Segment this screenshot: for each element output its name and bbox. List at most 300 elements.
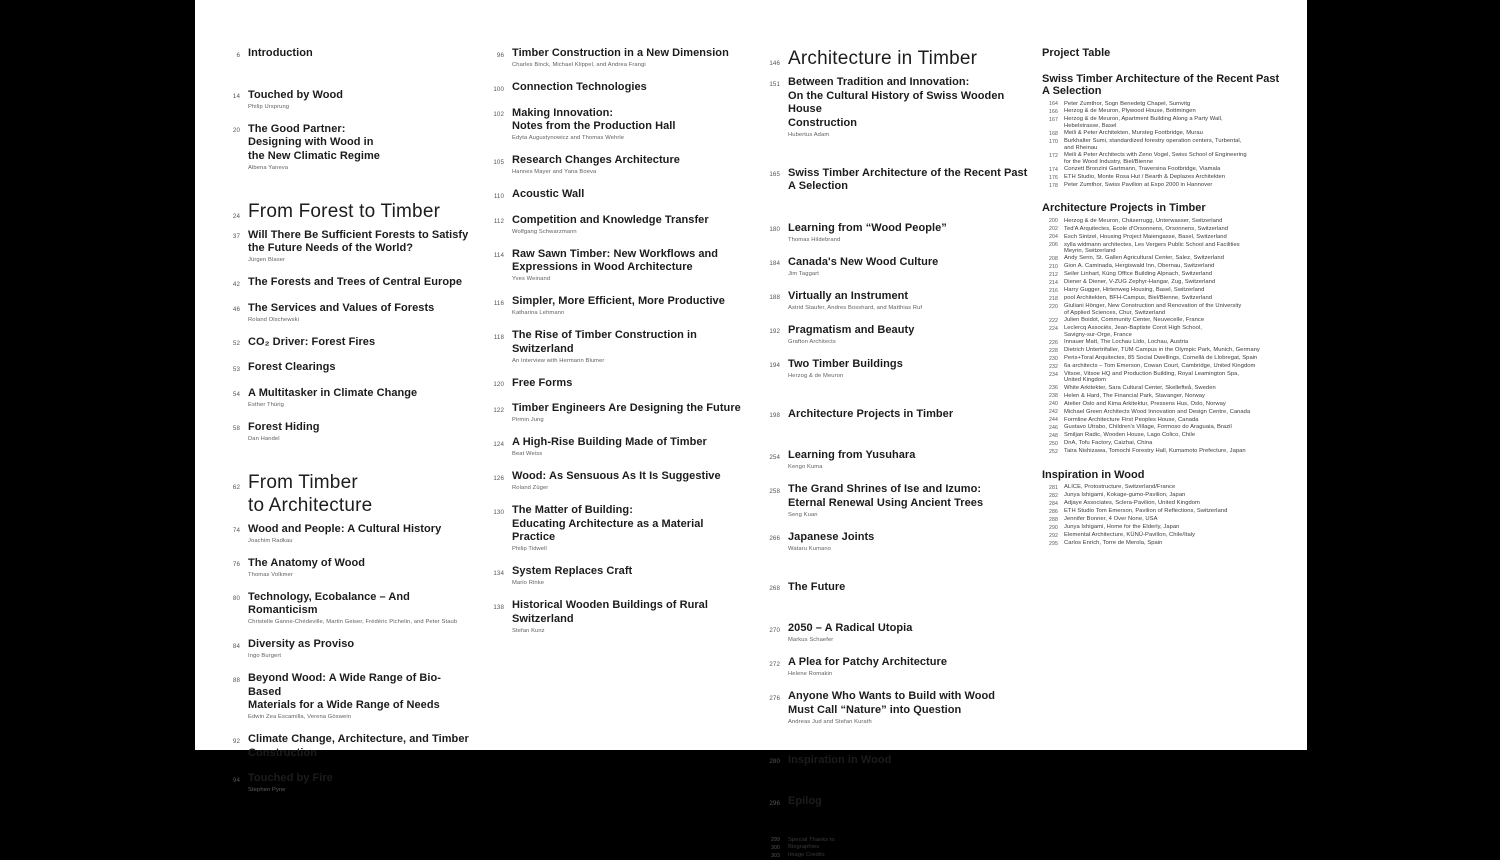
project-row-text xyxy=(1064,138,1241,151)
project-row-text xyxy=(1064,448,1246,455)
toc-entry xyxy=(218,638,470,660)
entry-title-line: CO₂ Driver: Forest Fires xyxy=(248,335,376,348)
entry-title-line: The Anatomy of Wood xyxy=(248,556,366,569)
page-number: 280 xyxy=(769,758,780,765)
entry-title xyxy=(512,248,718,275)
project-row xyxy=(1042,166,1300,173)
toc-entry xyxy=(482,295,744,317)
toc-group xyxy=(482,47,744,635)
toc-group xyxy=(1042,73,1300,190)
page-number: 228 xyxy=(1049,347,1058,354)
page-number: 268 xyxy=(769,585,780,592)
toc-entry xyxy=(218,229,470,265)
project-row-text xyxy=(1064,182,1212,189)
toc-group xyxy=(218,47,470,61)
book-page xyxy=(195,0,1307,860)
project-row-line: Dietrich Untertrifaller, TUM Campus in the Olympic Park, Munich, Germany xyxy=(1064,346,1260,353)
project-row xyxy=(1042,226,1300,233)
entry-title xyxy=(512,436,707,450)
entry-title xyxy=(788,222,947,236)
entry-title-line: The Forests and Trees of Central Europe xyxy=(248,276,463,288)
project-row xyxy=(1042,448,1300,455)
page-number: 188 xyxy=(769,294,780,301)
page-number: 266 xyxy=(769,535,780,542)
page-number: 210 xyxy=(1049,264,1058,271)
page-number: 272 xyxy=(769,660,780,668)
entry-author: Albena Yaneva xyxy=(248,164,289,171)
toc-entry xyxy=(482,436,744,458)
page-number: 166 xyxy=(1049,109,1058,116)
page-number: 286 xyxy=(1049,509,1058,516)
page-number: 138 xyxy=(493,603,504,611)
entry-title-line: The Future xyxy=(788,580,846,593)
project-row-line: Giuliani Hönger, New Construction and Renovation of the University xyxy=(1064,303,1242,310)
entry-title xyxy=(248,591,470,618)
project-row-line: Biographies xyxy=(788,844,820,851)
heading-line: A Selection xyxy=(1042,85,1102,97)
entry-title xyxy=(248,336,375,350)
project-row xyxy=(1042,303,1300,316)
column-heading xyxy=(1042,47,1300,60)
entry-title-line: Swiss Timber Architecture of the Recent Past xyxy=(788,166,1028,179)
entry-author: Kengo Kuma xyxy=(788,464,823,470)
project-row-line: Junya Ishigami, Kokage-gumo-Pavilion, Japan xyxy=(1064,492,1186,499)
page-number: 37 xyxy=(232,233,240,240)
column-subheading xyxy=(1042,202,1300,215)
project-row-line: Diener & Diener, V-ZUG Zephyr-Hangar, Zug, Switzerland xyxy=(1064,279,1216,286)
project-row-line: Innauer Matt, The Lochau Lido, Lochau, Austria xyxy=(1064,338,1189,345)
project-row-line: Peter Zumthor, Swiss Pavilion at Expo 2000 in Hannover xyxy=(1064,181,1213,188)
toc-entry xyxy=(758,581,1034,595)
project-row xyxy=(1042,417,1300,424)
page-number: 246 xyxy=(1049,425,1058,432)
project-row-text xyxy=(1064,371,1239,384)
page-number: 146 xyxy=(769,60,780,67)
entry-title xyxy=(512,329,744,356)
entry-title-line: Forest Clearings xyxy=(248,361,336,373)
page-number: 295 xyxy=(1049,541,1058,548)
project-row-text xyxy=(1064,508,1227,515)
entry-author: Edwin Zea Escamilla, Verena Göswein xyxy=(248,714,352,720)
project-row xyxy=(1042,279,1300,286)
toc-entry xyxy=(218,89,470,111)
page-number: 202 xyxy=(1049,226,1058,233)
page-number: 92 xyxy=(232,737,240,745)
page-number: 126 xyxy=(493,474,504,482)
project-row-line: Michael Green Architects Wood Innovation and Design Centre, Canada xyxy=(1064,408,1251,415)
project-row xyxy=(1042,218,1300,225)
project-row-line: Atelier Oslo and Kima Arkitektur, Pressens Hus, Oslo, Norway xyxy=(1064,400,1226,407)
entry-title-line: Construction xyxy=(788,116,858,129)
project-row-text xyxy=(1064,500,1200,507)
entry-title xyxy=(788,290,922,304)
entry-title xyxy=(788,795,822,809)
column-subheading xyxy=(1042,469,1300,482)
entry-title-line: Eternal Renewal Using Ancient Trees xyxy=(788,496,984,509)
page-number: 62 xyxy=(232,483,240,491)
project-row-line: Special Thanks to xyxy=(788,836,835,843)
project-row-line: Harry Gugger, Hirtenweg Housing, Basel, Switzerland xyxy=(1064,287,1205,294)
project-row xyxy=(1042,339,1300,346)
page-number: 292 xyxy=(1049,533,1058,540)
page-number: 252 xyxy=(1049,449,1058,456)
entry-author: Yves Weinand xyxy=(512,276,551,282)
project-row xyxy=(1042,363,1300,370)
entry-author: Ingo Burgert xyxy=(248,653,282,659)
toc-entry xyxy=(482,188,744,202)
toc-entry xyxy=(758,656,1034,678)
project-row-text xyxy=(1064,255,1224,262)
project-row-line: Leclercq Associés, Jean-Baptiste Corot High School, xyxy=(1064,325,1202,332)
project-row-line: Junya Ishigami, Home for the Elderly, Japan xyxy=(1064,524,1180,531)
entry-title xyxy=(788,656,947,670)
column-subheading xyxy=(1042,73,1300,98)
project-row xyxy=(1042,385,1300,392)
project-row-line: 6a architects – Tom Emerson, Cowan Court, Cambridge, United Kingdom xyxy=(1064,362,1256,369)
project-row-line: Carlos Enrich, Torre de Merola, Spain xyxy=(1064,540,1163,547)
toc-entry xyxy=(758,622,1034,644)
entry-author: Stefan Kunz xyxy=(512,627,545,634)
page-number: 244 xyxy=(1049,417,1058,424)
entry-title-line: Inspiration in Wood xyxy=(788,753,892,766)
entry-title-line: Touched by Fire xyxy=(248,772,333,784)
project-row xyxy=(1042,325,1300,338)
toc-entry xyxy=(758,256,1034,278)
toc-entry xyxy=(482,329,744,365)
page-number: 170 xyxy=(1049,139,1058,146)
project-row xyxy=(1042,152,1300,165)
entry-title-line: Learning from “Wood People” xyxy=(788,221,947,234)
entry-title-line: Forest Hiding xyxy=(248,420,320,433)
project-row-text xyxy=(1064,385,1216,392)
entry-title-line: The Services and Values of Forests xyxy=(248,301,435,314)
entry-title xyxy=(512,402,741,416)
project-row-line: Burkhalter Sumi, standardized forestry operation centers, Turbental, xyxy=(1064,138,1242,145)
toc-entry xyxy=(218,47,470,61)
toc-entry xyxy=(218,421,470,443)
entry-title xyxy=(512,295,725,309)
page-number: 254 xyxy=(769,453,780,461)
project-row-line: Meyrin, Switzerland xyxy=(1064,248,1116,255)
project-row xyxy=(1042,492,1300,499)
entry-title-line: Making Innovation: xyxy=(512,106,614,119)
project-row xyxy=(1042,317,1300,324)
page-number: 74 xyxy=(232,527,240,534)
project-row xyxy=(1042,263,1300,270)
project-row-text xyxy=(1064,409,1250,416)
project-row-line: ALICE, Protostructure, Switzerland/France xyxy=(1064,484,1176,491)
entry-title-line: Touched by Wood xyxy=(248,88,344,101)
entry-author: Hannes Mayer and Yana Boeva xyxy=(512,169,597,175)
page-number: 236 xyxy=(1049,385,1058,392)
project-row-text xyxy=(788,844,819,851)
entry-title-line: Must Call “Nature” into Question xyxy=(788,703,962,716)
page-number: 214 xyxy=(1049,280,1058,287)
project-row-line: Savigny-sur-Orge, France xyxy=(1064,331,1132,338)
toc-entry xyxy=(218,361,470,375)
entry-title-line: Educating Architecture as a Material Practice xyxy=(512,517,704,543)
toc-group xyxy=(758,408,1034,422)
project-row xyxy=(1042,524,1300,531)
entry-author: Dan Handel xyxy=(248,435,280,442)
entry-author: Pirmin Jung xyxy=(512,417,544,423)
project-row-line: Julien Boidot, Community Center, Neuvecelle, France xyxy=(1064,317,1205,324)
toc-group xyxy=(1042,202,1300,456)
toc-group xyxy=(218,89,470,172)
entry-title-line: Wood and People: A Cultural History xyxy=(248,522,442,535)
entry-author: Herzog & de Meuron xyxy=(788,372,844,379)
entry-title xyxy=(248,523,441,537)
entry-title-line: Wood: As Sensuous As It Is Suggestive xyxy=(512,470,721,482)
project-row-text xyxy=(1064,484,1175,491)
toc-entry xyxy=(758,324,1034,346)
toc-entry xyxy=(218,523,470,545)
toc-group xyxy=(758,754,1034,768)
project-row-text xyxy=(1064,152,1247,165)
toc-entry xyxy=(218,772,470,794)
project-row xyxy=(758,837,1034,844)
project-row xyxy=(1042,409,1300,416)
page-number: 54 xyxy=(232,391,240,398)
entry-author: Wolfgang Schwarzmann xyxy=(512,228,577,235)
project-row-text xyxy=(1064,295,1212,302)
project-row xyxy=(1042,234,1300,241)
entry-author: An Interview with Hermann Blumer xyxy=(512,357,605,364)
entry-title-line: Historical Wooden Buildings of Rural Switzerland xyxy=(512,599,708,625)
entry-title xyxy=(788,531,874,545)
project-row xyxy=(1042,255,1300,262)
page-number: 218 xyxy=(1049,296,1058,303)
entry-title xyxy=(248,89,343,103)
page-number: 234 xyxy=(1049,371,1058,378)
project-row-line: Conzett Bronzini Gartmann, Traversina Footbridge, Viamala xyxy=(1064,165,1221,172)
toc-column xyxy=(758,47,1034,860)
toc-entry xyxy=(218,733,470,760)
page-number: 105 xyxy=(493,158,504,166)
heading-line: Inspiration in Wood xyxy=(1042,468,1145,481)
entry-title xyxy=(512,81,647,95)
project-row-text xyxy=(1064,347,1260,354)
toc-group xyxy=(758,837,1034,860)
page-number: 299 xyxy=(771,837,780,844)
project-row xyxy=(1042,532,1300,539)
page-number: 174 xyxy=(1049,166,1058,173)
entry-title xyxy=(788,256,938,270)
entry-title xyxy=(788,358,903,372)
entry-author: Astrid Staufer, Andres Bosshard, and Matthias Ruf xyxy=(788,304,923,311)
project-row-line: Hebelstrasse, Basel xyxy=(1064,123,1117,130)
page-number: 6 xyxy=(236,51,240,59)
project-row-text xyxy=(1064,226,1228,233)
toc-group xyxy=(1042,47,1300,60)
page-number: 116 xyxy=(493,299,504,307)
entry-author: Thomas Hildebrand xyxy=(788,236,841,243)
entry-title-line: Designing with Wood in xyxy=(248,136,374,148)
project-row-line: Formline Architecture First Peoples House, Canada xyxy=(1064,416,1199,423)
entry-author: Charles Binck, Michael Klippel, and Andrea Frangi xyxy=(512,62,646,68)
entry-title xyxy=(512,470,721,484)
entry-title xyxy=(248,672,470,713)
entry-title-line: Raw Sawn Timber: New Workflows and xyxy=(512,247,719,260)
entry-title xyxy=(248,276,462,290)
project-row xyxy=(1042,116,1300,129)
project-row-text xyxy=(1064,101,1190,108)
project-row-line: Gustavo Utrabo, Children's Village, Formoso do Araguaia, Brazil xyxy=(1064,424,1232,431)
entry-title xyxy=(788,167,1027,194)
page-number: 100 xyxy=(493,85,504,93)
page-number: 204 xyxy=(1049,234,1058,241)
entry-author: Roland Olschewski xyxy=(248,316,299,323)
toc-entry xyxy=(482,248,744,284)
entry-title xyxy=(512,504,744,545)
project-row xyxy=(758,852,1034,859)
entry-title-line: Technology, Ecobalance – And Romanticism xyxy=(248,590,410,616)
toc-entry xyxy=(482,470,744,492)
page-number: 282 xyxy=(1049,493,1058,500)
entry-author: Helene Romakin xyxy=(788,671,833,677)
project-row xyxy=(1042,401,1300,408)
project-row xyxy=(1042,516,1300,523)
entry-title-line: Timber Construction in a New Dimension xyxy=(512,47,729,59)
entry-title-line: A Plea for Patchy Architecture xyxy=(788,656,948,668)
toc-entry xyxy=(482,81,744,95)
project-row-text xyxy=(1064,363,1255,370)
project-row-line: Seiler Linhart, Küng Office Building Alpnach, Switzerland xyxy=(1064,271,1213,278)
project-row-text xyxy=(1064,524,1179,531)
page-number: 96 xyxy=(496,51,504,59)
project-row xyxy=(1042,295,1300,302)
project-row-text xyxy=(1064,325,1202,338)
page-number: 230 xyxy=(1049,355,1058,362)
project-row-text xyxy=(1064,540,1162,547)
toc-entry xyxy=(758,449,1034,471)
page-number: 194 xyxy=(769,362,780,369)
toc-entry xyxy=(482,107,744,143)
heading-line: Architecture Projects in Timber xyxy=(1042,202,1206,215)
page-number: 94 xyxy=(232,776,240,784)
project-row-line: ETH Studio, Monte Rosa Hut / Bearth & Deplazes Architekten xyxy=(1064,173,1226,180)
project-row-text xyxy=(1064,271,1212,278)
entry-author: Mario Rinke xyxy=(512,580,545,586)
project-row-line: Meili & Peter Architects with Zeno Vogel, Swiss School of Engineering xyxy=(1064,152,1247,159)
entry-author: Philip Tidwell xyxy=(512,546,547,552)
toc-entry xyxy=(482,565,744,587)
toc-column xyxy=(1042,47,1300,548)
section-heading xyxy=(218,471,470,517)
entry-title xyxy=(248,200,440,223)
entry-title xyxy=(788,622,912,636)
page-number: 284 xyxy=(1049,501,1058,508)
entry-title-line: Research Changes Architecture xyxy=(512,154,680,166)
page-number: 250 xyxy=(1049,441,1058,448)
entry-title-line: Anyone Who Wants to Build with Wood xyxy=(788,690,996,702)
heading-line: Swiss Timber Architecture of the Recent Past xyxy=(1042,72,1280,85)
toc-group xyxy=(758,581,1034,595)
toc-group xyxy=(758,795,1034,809)
entry-title xyxy=(788,754,891,768)
entry-author: Hubertus Adam xyxy=(788,131,830,138)
entry-title xyxy=(788,408,953,422)
page-number: 290 xyxy=(1049,525,1058,532)
entry-title-line: The Good Partner: xyxy=(248,122,346,135)
page-number: 130 xyxy=(493,508,504,516)
project-row-text xyxy=(1064,287,1204,294)
toc-group xyxy=(758,622,1034,726)
toc-group xyxy=(758,167,1034,194)
project-row-text xyxy=(1064,355,1257,362)
entry-author: Christelle Ganne-Chédeville, Martin Geiser, Frédéric Pichelin, and Peter Staub xyxy=(248,619,458,625)
page-number: 238 xyxy=(1049,393,1058,400)
entry-title xyxy=(512,599,744,626)
entry-author: Philip Ursprung xyxy=(248,103,290,110)
entry-title-line: The Matter of Building: xyxy=(512,504,633,516)
entry-title-line: Climate Change, Architecture, and Timber xyxy=(248,733,469,745)
page-number: 258 xyxy=(769,487,780,495)
page-number: 114 xyxy=(493,252,504,259)
project-row-text xyxy=(1064,424,1232,431)
toc-entry xyxy=(218,557,470,579)
project-row-line: DnA, Tofu Factory, Caizhai, China xyxy=(1064,440,1153,447)
project-row-line: Andy Senn, St. Gallen Agricultural Center, Salez, Switzerland xyxy=(1064,255,1224,262)
entry-title xyxy=(512,214,709,228)
entry-title-line: the New Climatic Regime xyxy=(248,149,380,162)
project-row xyxy=(1042,347,1300,354)
entry-title-line: Diversity as Proviso xyxy=(248,638,355,650)
page-number: 112 xyxy=(493,218,504,225)
project-row-line: United Kingdom xyxy=(1064,377,1106,384)
toc-entry xyxy=(218,591,470,627)
page-number: 226 xyxy=(1049,339,1058,346)
toc-group xyxy=(758,222,1034,380)
entry-author: Grafton Architects xyxy=(788,338,836,345)
toc-entry xyxy=(218,302,470,324)
project-row-line: Herzog & de Meuron, Plywood House, Bottmingen xyxy=(1064,108,1196,115)
page-number: 200 xyxy=(1049,218,1058,225)
project-row-line: Herzog & de Meuron, Chäserrugg, Unterwasser, Switzerland xyxy=(1064,217,1223,224)
project-row-line: Peter Zumthor, Sogn Benedetg Chapel, Sumvitg xyxy=(1064,100,1191,107)
page-number: 122 xyxy=(493,406,504,414)
page-number: 296 xyxy=(769,799,780,807)
entry-title-line: Learning from Yusuhara xyxy=(788,449,916,461)
toc-group xyxy=(758,47,1034,139)
project-row xyxy=(1042,432,1300,439)
toc-group xyxy=(758,449,1034,553)
page-number: 84 xyxy=(232,642,240,650)
page-number: 232 xyxy=(1049,363,1058,370)
entry-author: Edyta Augustynowicz and Thomas Wehrle xyxy=(512,135,625,141)
toc-entry xyxy=(218,276,470,290)
project-row xyxy=(1042,355,1300,362)
toc-entry xyxy=(758,290,1034,312)
entry-title-line: On the Cultural History of Swiss Wooden House xyxy=(788,89,1005,115)
project-row-text xyxy=(1064,218,1222,225)
toc-column xyxy=(482,47,744,635)
page-number: 281 xyxy=(1049,485,1058,492)
page-number: 168 xyxy=(1049,131,1058,138)
page-number: 303 xyxy=(771,853,780,860)
project-row-text xyxy=(788,852,825,859)
page-number: 216 xyxy=(1049,288,1058,295)
entry-title-line: Introduction xyxy=(248,47,313,59)
project-row-text xyxy=(1064,417,1199,424)
project-row-text xyxy=(788,837,835,844)
project-row-line: Gion A. Caminada, Hergiswald Inn, Obernau, Switzerland xyxy=(1064,263,1215,270)
page-number: 240 xyxy=(1049,401,1058,408)
project-row xyxy=(1042,424,1300,431)
page-number: 180 xyxy=(769,226,780,233)
entry-title-line: Simpler, More Efficient, More Productive xyxy=(512,295,725,307)
toc-column xyxy=(218,47,470,794)
